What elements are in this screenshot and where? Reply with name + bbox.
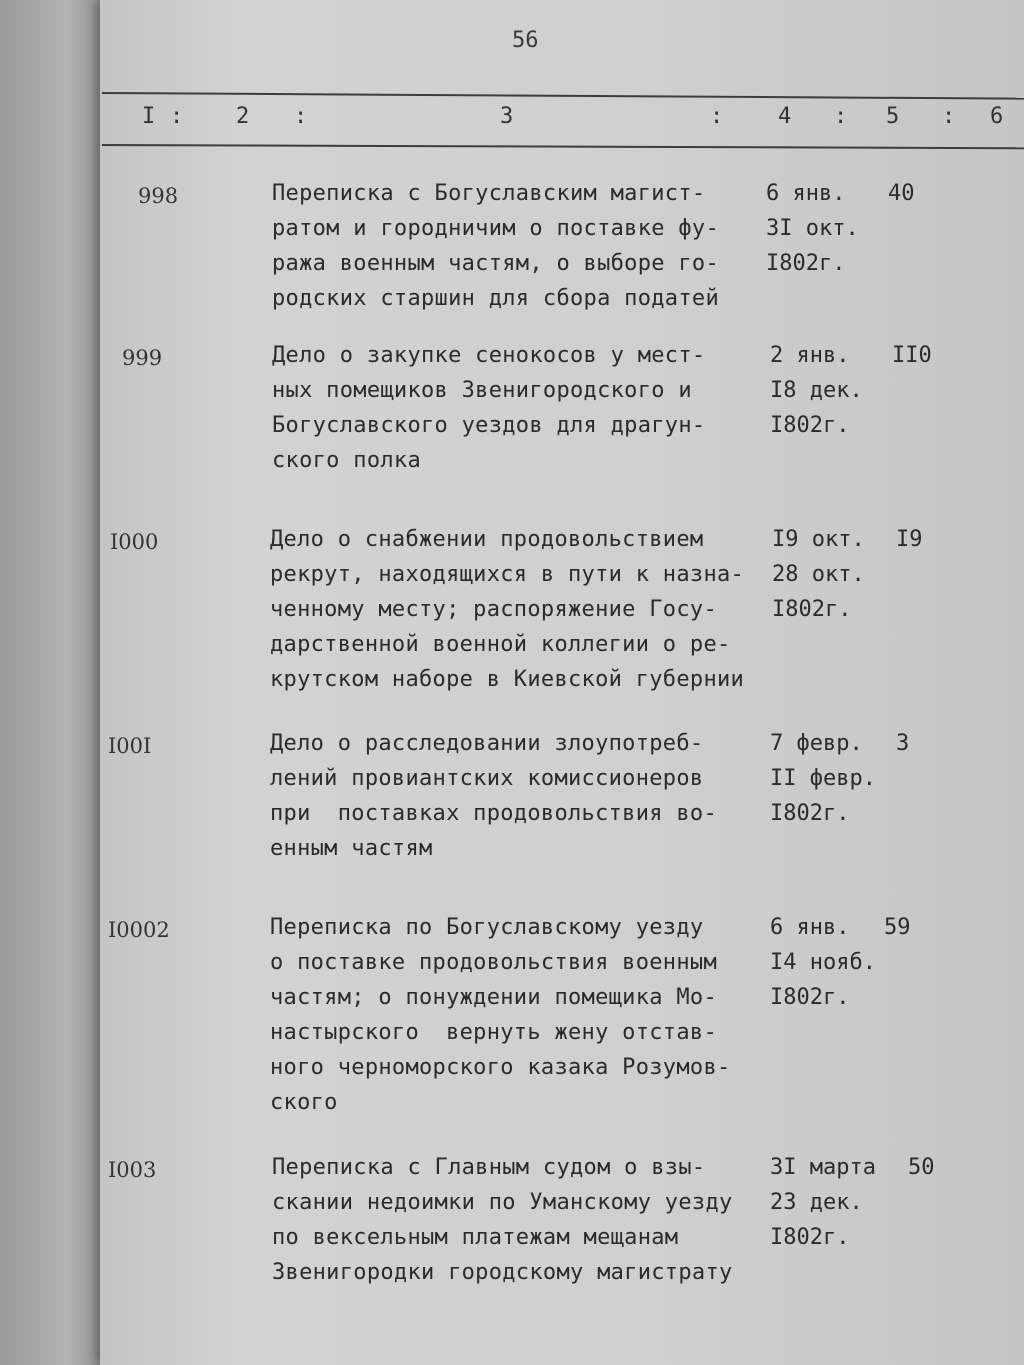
header-col6: 6 bbox=[990, 104, 1004, 129]
header-col5: 5 bbox=[886, 104, 900, 129]
header-sep3: : bbox=[710, 104, 724, 129]
column-header-row bbox=[0, 104, 1024, 134]
entry-dates: I9 окт. 28 окт. I802г. bbox=[772, 527, 865, 622]
entry-sheets: 40 bbox=[888, 181, 915, 206]
header-col3: 3 bbox=[500, 104, 514, 129]
entry-number: I003 bbox=[108, 1158, 157, 1182]
entry-number: 999 bbox=[122, 346, 163, 370]
header-col4: 4 bbox=[778, 104, 792, 129]
header-sep2: : bbox=[294, 104, 308, 129]
header-col1: I bbox=[142, 104, 156, 129]
entry-description: Дело о расследовании злоупотреб- лений провиантских комиссионеров при поставках продовольствия во- енным частям bbox=[270, 731, 717, 861]
header-col2: 2 bbox=[236, 104, 250, 129]
entry-dates: 7 февр. II февр. I802г. bbox=[770, 731, 876, 826]
entry-sheets: 3 bbox=[896, 731, 910, 756]
entry-description: Дело о снабжении продовольствием рекрут, находящихся в пути к назна- ченному месту; распоряжение Госу- дарственной военной коллегии о ре- крутском наборе в Киевской губернии bbox=[270, 527, 745, 692]
header-sep1: : bbox=[170, 104, 184, 129]
entry-description: Переписка с Главным судом о взы- скании недоимки по Уманскому уезду по вексельным платежам мещанам Звенигородки городскому магистрату bbox=[272, 1155, 733, 1285]
entry-sheets: I9 bbox=[896, 527, 923, 552]
entry-sheets: II0 bbox=[892, 343, 932, 368]
book-spine-shadow bbox=[0, 0, 110, 1365]
header-sep5: : bbox=[942, 104, 956, 129]
entry-number: 998 bbox=[138, 184, 179, 208]
entry-description: Дело о закупке сенокосов у мест- ных помещиков Звенигородского и Богуславского уездов для драгун- ского полка bbox=[272, 343, 706, 473]
entry-number: I00I bbox=[108, 734, 152, 758]
entry-dates: 6 янв. I4 нояб. I802г. bbox=[770, 915, 876, 1010]
entry-number: I0002 bbox=[108, 918, 170, 942]
entry-sheets: 50 bbox=[908, 1155, 935, 1180]
entry-dates: 2 янв. I8 дек. I802г. bbox=[770, 343, 863, 438]
entry-description: Переписка с Богуславским магист- ратом и городничим о поставке фу- ража военным частям, о выборе го- родских старшин для сбора податей bbox=[272, 181, 719, 311]
page-number: 56 bbox=[512, 28, 539, 53]
entry-sheets: 59 bbox=[884, 915, 911, 940]
entry-dates: ЗI марта 23 дек. I802г. bbox=[770, 1155, 876, 1250]
entry-dates: 6 янв. ЗI окт. I802г. bbox=[766, 181, 859, 276]
entry-number: I000 bbox=[110, 530, 159, 554]
entry-description: Переписка по Богуславскому уезду о поставке продовольствия военным частям; о понуждении помещика Мо- настырского вернуть жену отстав- ного черноморского казака Розумов- ского bbox=[270, 915, 731, 1115]
header-sep4: : bbox=[834, 104, 848, 129]
